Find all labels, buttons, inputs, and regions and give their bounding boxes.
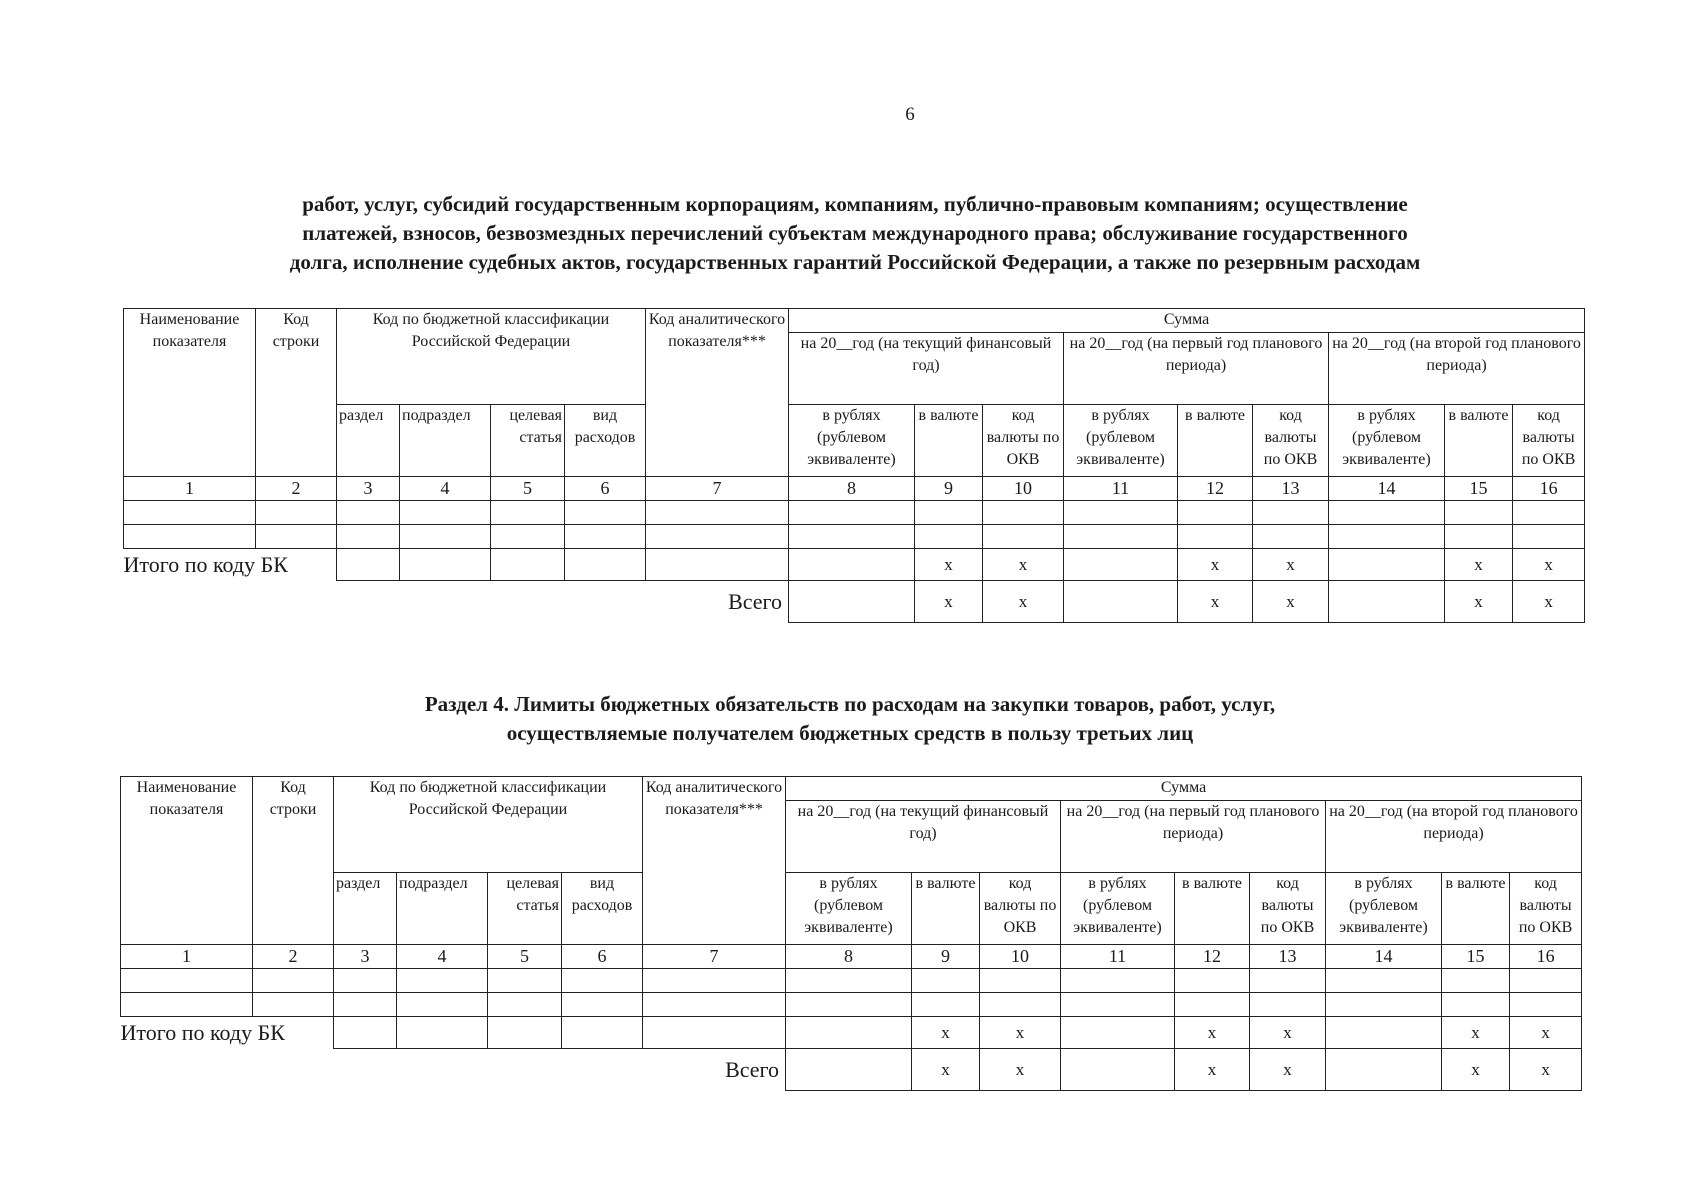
header-sum: Сумма: [789, 309, 1585, 333]
total-by-bk-row: [121, 1017, 1582, 1049]
column-number: 12: [1175, 945, 1250, 969]
column-number: 7: [643, 945, 786, 969]
table-cell[interactable]: [1064, 549, 1178, 581]
table-cell[interactable]: [646, 501, 789, 525]
total-by-bk-label: Итого по коду БК: [120, 1019, 285, 1045]
table-cell[interactable]: [789, 581, 915, 623]
table-cell[interactable]: [1064, 581, 1178, 623]
table-cell[interactable]: [1250, 993, 1326, 1017]
header-year-second: на 20__год (на второй год планового периода): [1326, 801, 1582, 873]
header-target-article: целевая статья: [488, 873, 562, 945]
table-cell[interactable]: [337, 549, 400, 581]
header-year-first: на 20__год (на первый год планового периода): [1061, 801, 1326, 873]
column-number: 9: [912, 945, 980, 969]
table-cell[interactable]: [786, 969, 912, 993]
header-year-current: на 20__год (на текущий финансовый год): [786, 801, 1061, 873]
column-number: 1: [121, 945, 253, 969]
grand-total-label: Всего: [728, 588, 783, 614]
column-number: 10: [980, 945, 1061, 969]
x-mark: x: [1253, 549, 1329, 581]
column-number: 4: [400, 477, 491, 501]
table-cell[interactable]: [334, 1017, 397, 1049]
table-cell[interactable]: [1250, 969, 1326, 993]
column-number: 3: [334, 945, 397, 969]
x-mark: x: [1178, 581, 1253, 623]
table-cell[interactable]: [980, 969, 1061, 993]
table-cell[interactable]: [1442, 993, 1510, 1017]
header-indicator-name: Наименование показателя: [121, 777, 253, 945]
table-cell[interactable]: [253, 993, 334, 1017]
x-mark: x: [1442, 1049, 1510, 1091]
table-cell[interactable]: [643, 1017, 786, 1049]
table-cell[interactable]: [789, 501, 915, 525]
column-number: 11: [1061, 945, 1175, 969]
x-mark: x: [912, 1017, 980, 1049]
x-mark: x: [1442, 1017, 1510, 1049]
table-cell[interactable]: [397, 1017, 488, 1049]
header-currency-code: код валюты по ОКВ: [1513, 405, 1585, 477]
x-mark: x: [1175, 1049, 1250, 1091]
table-cell[interactable]: [1442, 969, 1510, 993]
heading-line: осуществляемые получателем бюджетных средств в пользу третьих лиц: [506, 721, 1194, 745]
table-cell[interactable]: [1253, 525, 1329, 549]
x-mark: x: [983, 549, 1064, 581]
column-number: 2: [253, 945, 334, 969]
grand-total-label: Всего: [725, 1056, 780, 1082]
header-currency-code: код валюты по ОКВ: [1510, 873, 1582, 945]
column-number: 11: [1064, 477, 1178, 501]
table-cell[interactable]: [1061, 1017, 1175, 1049]
x-mark: x: [915, 549, 983, 581]
table-cell[interactable]: [912, 969, 980, 993]
x-mark: x: [1445, 549, 1513, 581]
table-cell[interactable]: [1510, 993, 1582, 1017]
header-analytic-code: Код аналитического показателя***: [643, 777, 786, 945]
header-rub: в рублях (рублевом эквиваленте): [1329, 405, 1445, 477]
table-cell[interactable]: [1064, 501, 1178, 525]
header-rub: в рублях (рублевом эквиваленте): [1326, 873, 1442, 945]
total-by-bk-label: Итого по коду БК: [123, 551, 288, 577]
column-number: 5: [488, 945, 562, 969]
table-cell[interactable]: [565, 549, 646, 581]
header-budget-classification: Код по бюджетной классификации Российской Федерации: [334, 777, 643, 873]
table-cell[interactable]: [1513, 525, 1585, 549]
table-cell[interactable]: [337, 501, 400, 525]
header-line-code: Код строки: [253, 777, 334, 945]
table-cell[interactable]: [1326, 993, 1442, 1017]
header-sum: Сумма: [786, 777, 1582, 801]
x-mark: x: [1253, 581, 1329, 623]
column-number: 3: [337, 477, 400, 501]
header-currency-code: код валюты по ОКВ: [1253, 405, 1329, 477]
header-podrazdel: подраздел: [397, 873, 488, 945]
table-cell[interactable]: [789, 549, 915, 581]
table-cell[interactable]: [646, 525, 789, 549]
column-number: 6: [562, 945, 643, 969]
table-cell[interactable]: [334, 993, 397, 1017]
table-cell[interactable]: [491, 549, 565, 581]
header-rub: в рублях (рублевом эквиваленте): [1064, 405, 1178, 477]
column-number: 13: [1253, 477, 1329, 501]
table-cell[interactable]: [915, 525, 983, 549]
table-cell[interactable]: [1253, 501, 1329, 525]
page-number: 6: [905, 104, 915, 125]
table-cell[interactable]: [1329, 549, 1445, 581]
table-cell[interactable]: [1510, 969, 1582, 993]
table-cell[interactable]: [253, 969, 334, 993]
table-cell[interactable]: [334, 969, 397, 993]
section-4-heading: [200, 690, 1500, 748]
table-cell[interactable]: [1061, 993, 1175, 1017]
header-year-current: на 20__год (на текущий финансовый год): [789, 333, 1064, 405]
column-number: 12: [1178, 477, 1253, 501]
table-row: [124, 501, 1585, 525]
header-line-code: Код строки: [256, 309, 337, 477]
table-cell[interactable]: [124, 525, 256, 549]
header-currency-code: код валюты по ОКВ: [1250, 873, 1326, 945]
table-cell[interactable]: [643, 969, 786, 993]
table-cell[interactable]: [786, 1049, 912, 1091]
column-number: 8: [786, 945, 912, 969]
table-cell[interactable]: [488, 969, 562, 993]
x-mark: x: [980, 1017, 1061, 1049]
limits-table-section3: [123, 308, 1585, 623]
header-indicator-name: Наименование показателя: [124, 309, 256, 477]
heading-line: платежей, взносов, безвозмездных перечислений субъектам международного права; обслуживание государственного: [302, 221, 1408, 245]
heading-line: долга, исполнение судебных актов, государственных гарантий Российской Федерации, а также по резервным расходам: [289, 250, 1421, 274]
table-cell[interactable]: [980, 993, 1061, 1017]
table-cell[interactable]: [1178, 525, 1253, 549]
table-cell[interactable]: [646, 549, 789, 581]
heading-line: Раздел 4. Лимиты бюджетных обязательств по расходам на закупки товаров, работ, услуг,: [424, 692, 1276, 716]
x-mark: x: [983, 581, 1064, 623]
table-cell[interactable]: [912, 993, 980, 1017]
column-number: 10: [983, 477, 1064, 501]
column-number: 2: [256, 477, 337, 501]
table-cell[interactable]: [562, 993, 643, 1017]
header-podrazdel: подраздел: [400, 405, 491, 477]
table-cell[interactable]: [786, 993, 912, 1017]
table-cell[interactable]: [1445, 525, 1513, 549]
x-mark: x: [1178, 549, 1253, 581]
table-cell[interactable]: [1175, 969, 1250, 993]
table-row: [124, 525, 1585, 549]
x-mark: x: [1513, 581, 1585, 623]
x-mark: x: [1445, 581, 1513, 623]
header-year-second: на 20__год (на второй год планового периода): [1329, 333, 1585, 405]
header-expense-type: вид расходов: [562, 873, 643, 945]
x-mark: x: [1510, 1049, 1582, 1091]
section-heading-continued: [120, 190, 1590, 277]
header-rub: в рублях (рублевом эквиваленте): [1061, 873, 1175, 945]
x-mark: x: [1175, 1017, 1250, 1049]
x-mark: x: [1510, 1017, 1582, 1049]
table-cell[interactable]: [1513, 501, 1585, 525]
table-cell[interactable]: [491, 501, 565, 525]
table-cell[interactable]: [1326, 1017, 1442, 1049]
column-number: 16: [1510, 945, 1582, 969]
column-number: 16: [1513, 477, 1585, 501]
table-cell[interactable]: [643, 993, 786, 1017]
header-currency-code: код валюты по ОКВ: [983, 405, 1064, 477]
header-rub: в рублях (рублевом эквиваленте): [789, 405, 915, 477]
table-cell[interactable]: [1061, 1049, 1175, 1091]
table-cell[interactable]: [1061, 969, 1175, 993]
table-cell[interactable]: [121, 993, 253, 1017]
table-cell[interactable]: [124, 501, 256, 525]
table-cell[interactable]: [1175, 993, 1250, 1017]
header-budget-classification: Код по бюджетной классификации Российской Федерации: [337, 309, 646, 405]
table-cell[interactable]: [1445, 501, 1513, 525]
x-mark: x: [912, 1049, 980, 1091]
header-razdel: раздел: [337, 405, 400, 477]
x-mark: x: [980, 1049, 1061, 1091]
x-mark: x: [1250, 1017, 1326, 1049]
table-cell[interactable]: [915, 501, 983, 525]
x-mark: x: [1513, 549, 1585, 581]
table-cell[interactable]: [256, 525, 337, 549]
table-cell[interactable]: [400, 549, 491, 581]
table-cell[interactable]: [1326, 1049, 1442, 1091]
table-cell[interactable]: [565, 525, 646, 549]
table-cell[interactable]: [400, 525, 491, 549]
column-number: 4: [397, 945, 488, 969]
table-cell[interactable]: [789, 525, 915, 549]
header-currency: в валюте: [915, 405, 983, 477]
column-number: 8: [789, 477, 915, 501]
column-number: 7: [646, 477, 789, 501]
table-cell[interactable]: [488, 993, 562, 1017]
table-cell[interactable]: [983, 501, 1064, 525]
column-number: 1: [124, 477, 256, 501]
table-cell[interactable]: [565, 501, 646, 525]
table-cell[interactable]: [786, 1017, 912, 1049]
table-cell[interactable]: [337, 525, 400, 549]
table-cell[interactable]: [488, 1017, 562, 1049]
column-number: 15: [1442, 945, 1510, 969]
column-number: 5: [491, 477, 565, 501]
header-analytic-code: Код аналитического показателя***: [646, 309, 789, 477]
column-number: 13: [1250, 945, 1326, 969]
column-number: 9: [915, 477, 983, 501]
table-cell[interactable]: [121, 969, 253, 993]
header-currency: в валюте: [1442, 873, 1510, 945]
total-by-bk-row: [124, 549, 1585, 581]
header-currency-code: код валюты по ОКВ: [980, 873, 1061, 945]
heading-line: работ, услуг, субсидий государственным корпорациям, компаниям, публично-правовым компаниям; осуществление: [302, 192, 1408, 216]
table-cell[interactable]: [1329, 581, 1445, 623]
table-cell[interactable]: [1326, 969, 1442, 993]
table-row: [121, 993, 1582, 1017]
table-cell[interactable]: [562, 969, 643, 993]
limits-table-section4: [120, 776, 1582, 1091]
table-cell[interactable]: [983, 525, 1064, 549]
table-cell[interactable]: [491, 525, 565, 549]
x-mark: x: [915, 581, 983, 623]
header-currency: в валюте: [912, 873, 980, 945]
header-currency: в валюте: [1178, 405, 1253, 477]
header-currency: в валюте: [1445, 405, 1513, 477]
table-cell[interactable]: [256, 501, 337, 525]
header-expense-type: вид расходов: [565, 405, 646, 477]
table-cell[interactable]: [1329, 525, 1445, 549]
header-year-first: на 20__год (на первый год планового периода): [1064, 333, 1329, 405]
header-currency: в валюте: [1175, 873, 1250, 945]
table-cell[interactable]: [1064, 525, 1178, 549]
table-cell[interactable]: [1329, 501, 1445, 525]
header-target-article: целевая статья: [491, 405, 565, 477]
table-cell[interactable]: [1178, 501, 1253, 525]
header-rub: в рублях (рублевом эквиваленте): [786, 873, 912, 945]
column-number: 14: [1329, 477, 1445, 501]
table-row: [121, 969, 1582, 993]
table-cell[interactable]: [397, 969, 488, 993]
grand-total-row: [124, 581, 1585, 623]
column-number: 14: [1326, 945, 1442, 969]
x-mark: x: [1250, 1049, 1326, 1091]
column-number: 15: [1445, 477, 1513, 501]
table-cell[interactable]: [562, 1017, 643, 1049]
table-cell[interactable]: [397, 993, 488, 1017]
header-razdel: раздел: [334, 873, 397, 945]
table-cell[interactable]: [400, 501, 491, 525]
column-number: 6: [565, 477, 646, 501]
grand-total-row: [121, 1049, 1582, 1091]
